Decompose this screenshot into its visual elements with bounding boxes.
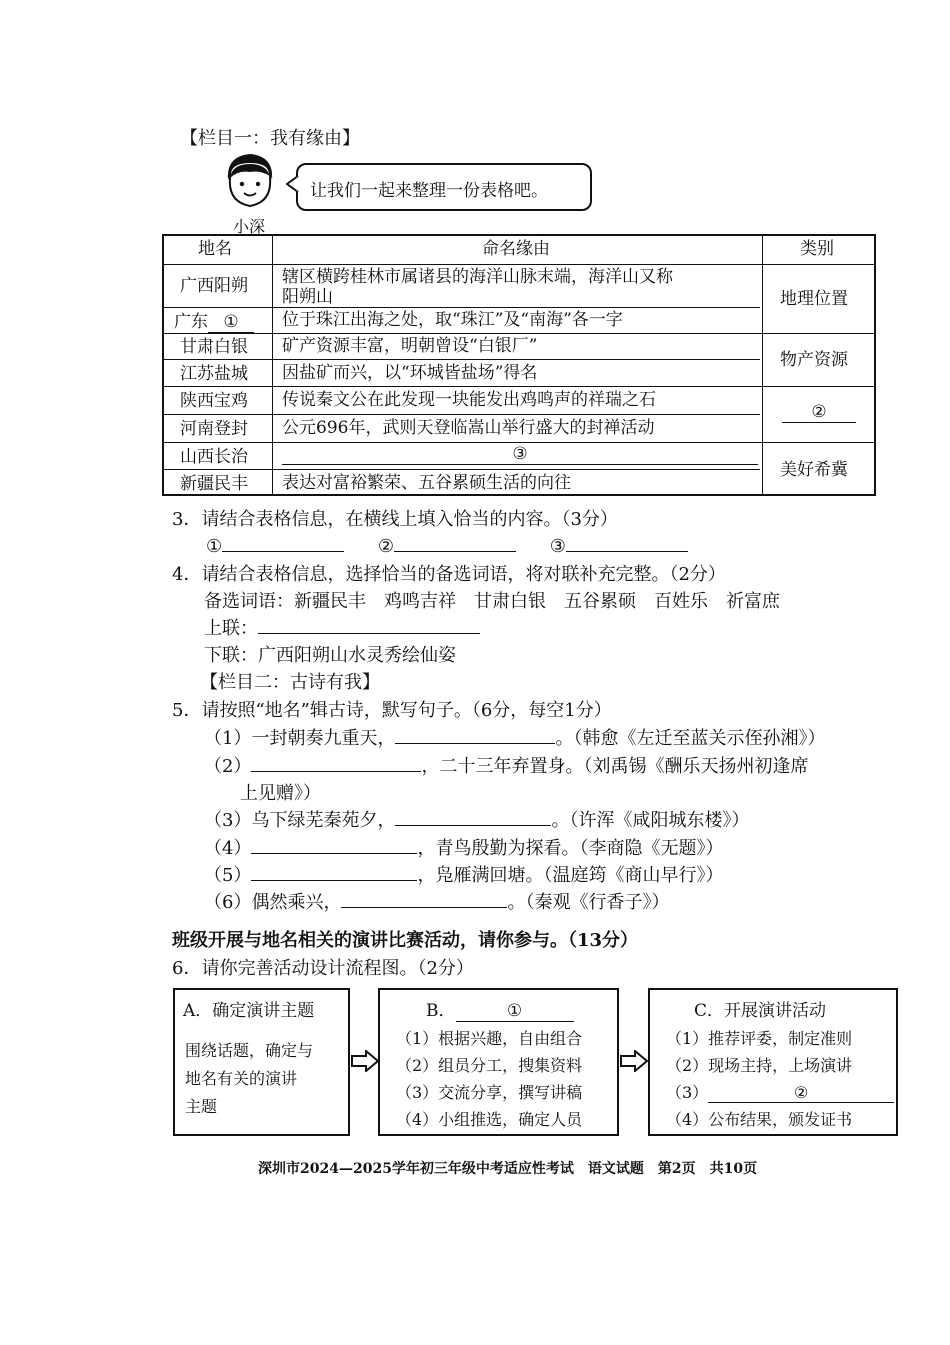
- table-header-category: 类别: [800, 239, 834, 259]
- table-header-reason: 命名缘由: [482, 239, 550, 259]
- table-cell-place: 山西长治: [180, 447, 248, 467]
- blank-2[interactable]: ②: [782, 402, 856, 423]
- flow-c-item: （1）推荐评委，制定准则: [666, 1029, 853, 1048]
- answer-blank-3[interactable]: [566, 533, 688, 552]
- table-cell-reason: 矿产资源丰富，明朝曾设“白银厂”: [282, 336, 538, 356]
- upper-couplet-blank[interactable]: [258, 615, 480, 634]
- table-cell-place: 新疆民丰: [180, 474, 248, 494]
- q4-text: 4．请结合表格信息，选择恰当的备选词语，将对联补充完整。（2分）: [172, 564, 726, 585]
- character-avatar-icon: [220, 150, 280, 212]
- table-header-place: 地名: [198, 239, 232, 259]
- poem-blank[interactable]: [251, 753, 421, 772]
- table-cell-place: 甘肃白银: [180, 337, 248, 357]
- flow-c-item: （4）公布结果，颁发证书: [666, 1110, 853, 1129]
- poem-line-cont: 上见赠》）: [240, 783, 321, 804]
- poem-blank[interactable]: [341, 889, 507, 908]
- table-cell-reason: 辖区横跨桂林市属诸县的海洋山脉末端，海洋山又称: [282, 267, 673, 287]
- answer-blank-1[interactable]: [222, 533, 344, 552]
- table-category: 物产资源: [780, 350, 848, 370]
- flow-a-body-line: 地名有关的演讲: [185, 1069, 298, 1088]
- q4-upper: 上联：: [204, 614, 480, 640]
- table-category: 地理位置: [780, 289, 848, 309]
- place-name-table: [162, 234, 876, 496]
- flow-c-item: （2）现场主持，上场演讲: [666, 1056, 853, 1075]
- table-cell-place: 广西阳朔: [180, 276, 248, 296]
- table-cell-place: 广东 ①: [174, 312, 254, 333]
- flow-b-item: （3）交流分享，撰写讲稿: [396, 1083, 583, 1102]
- flow-box-b: [378, 988, 619, 1136]
- answer-blank-2[interactable]: [394, 533, 516, 552]
- section2-title: 【栏目二：古诗有我】: [200, 672, 380, 693]
- flow-b-item: （2）组员分工，搜集资料: [396, 1056, 583, 1075]
- q3-text: 3．请结合表格信息，在横线上填入恰当的内容。（3分）: [172, 509, 618, 530]
- poem-line: （4） ，青鸟殷勤为探看。（李商隐《无题》）: [204, 834, 723, 860]
- table-cell-place: 江苏盐城: [180, 364, 248, 384]
- flow-blank-2[interactable]: ②: [708, 1083, 894, 1103]
- q4-options: 备选词语：新疆民丰 鸡鸣吉祥 甘肃白银 五谷累硕 百姓乐 祈富庶: [204, 591, 780, 612]
- flow-b-title: B． ①: [426, 996, 574, 1022]
- poem-blank[interactable]: [395, 725, 555, 744]
- table-cell-reason-cont: 阳朔山: [282, 287, 333, 307]
- table-cell-place: 河南登封: [180, 419, 248, 439]
- activity-intro: 班级开展与地名相关的演讲比赛活动，请你参与。（13分）: [172, 930, 639, 951]
- character-name: 小深: [233, 217, 266, 236]
- poem-blank[interactable]: [251, 835, 417, 854]
- blank-3[interactable]: ③: [282, 444, 758, 465]
- table-category: 美好希冀: [780, 460, 848, 480]
- flow-b-item: （4）小组推选，确定人员: [396, 1110, 583, 1129]
- flow-box-c: [648, 988, 898, 1136]
- flow-a-body-line: 主题: [185, 1097, 218, 1116]
- poem-line: （2） ，二十三年弃置身。（刘禹锡《酬乐天扬州初逢席: [204, 752, 808, 778]
- q3-answers: ① ② ③: [206, 533, 688, 557]
- flow-c-title: C．开展演讲活动: [694, 1001, 827, 1021]
- table-cell-place: 陕西宝鸡: [180, 391, 248, 411]
- page-footer: 深圳市2024—2025学年初三年级中考适应性考试 语文试题 第2页 共10页: [258, 1161, 758, 1177]
- section1-title: 【栏目一：我有缘由】: [180, 128, 360, 149]
- table-cell-reason: 表达对富裕繁荣、五谷累硕生活的向往: [282, 473, 571, 493]
- table-cell-reason: 位于珠江出海之处，取“珠江”及“南海”各一字: [282, 310, 623, 330]
- table-cell-reason: 公元696年，武则天登临嵩山举行盛大的封禅活动: [282, 418, 655, 438]
- flow-arrow-icon: [619, 1050, 649, 1072]
- bubble-tail-icon: [285, 174, 299, 194]
- q4-lower: 下联：广西阳朔山水灵秀绘仙姿: [204, 645, 456, 666]
- poem-line: （3）乌下绿芜秦苑夕， 。（许浑《咸阳城东楼》）: [204, 806, 749, 832]
- q6-text: 6．请你完善活动设计流程图。（2分）: [172, 958, 474, 979]
- blank-1[interactable]: ①: [208, 312, 254, 333]
- table-cell-reason: 传说秦文公在此发现一块能发出鸡鸣声的祥瑞之石: [282, 390, 656, 410]
- flow-blank-1[interactable]: ①: [456, 1001, 574, 1022]
- poem-line: （1）一封朝奏九重天， 。（韩愈《左迁至蓝关示侄孙湘》）: [204, 724, 825, 750]
- poem-line: （5） ，凫雁满回塘。（温庭筠《商山早行》）: [204, 861, 723, 887]
- table-cell-reason: 因盐矿而兴，以“环城皆盐场”得名: [282, 363, 538, 383]
- flow-arrow-icon: [350, 1050, 380, 1072]
- speech-text: 让我们一起来整理一份表格吧。: [310, 181, 548, 201]
- poem-line: （6）偶然乘兴， 。（秦观《行香子》）: [204, 888, 669, 914]
- flow-b-item: （1）根据兴趣，自由组合: [396, 1029, 583, 1048]
- flow-c-item: （3） ②: [666, 1080, 894, 1103]
- flow-a-title: A．确定演讲主题: [183, 1001, 315, 1021]
- poem-blank[interactable]: [395, 807, 551, 826]
- flow-a-body-line: 围绕话题，确定与: [185, 1041, 314, 1060]
- q5-text: 5．请按照“地名”辑古诗，默写句子。（6分，每空1分）: [172, 700, 612, 721]
- poem-blank[interactable]: [251, 862, 417, 881]
- flow-box-a: [173, 988, 350, 1136]
